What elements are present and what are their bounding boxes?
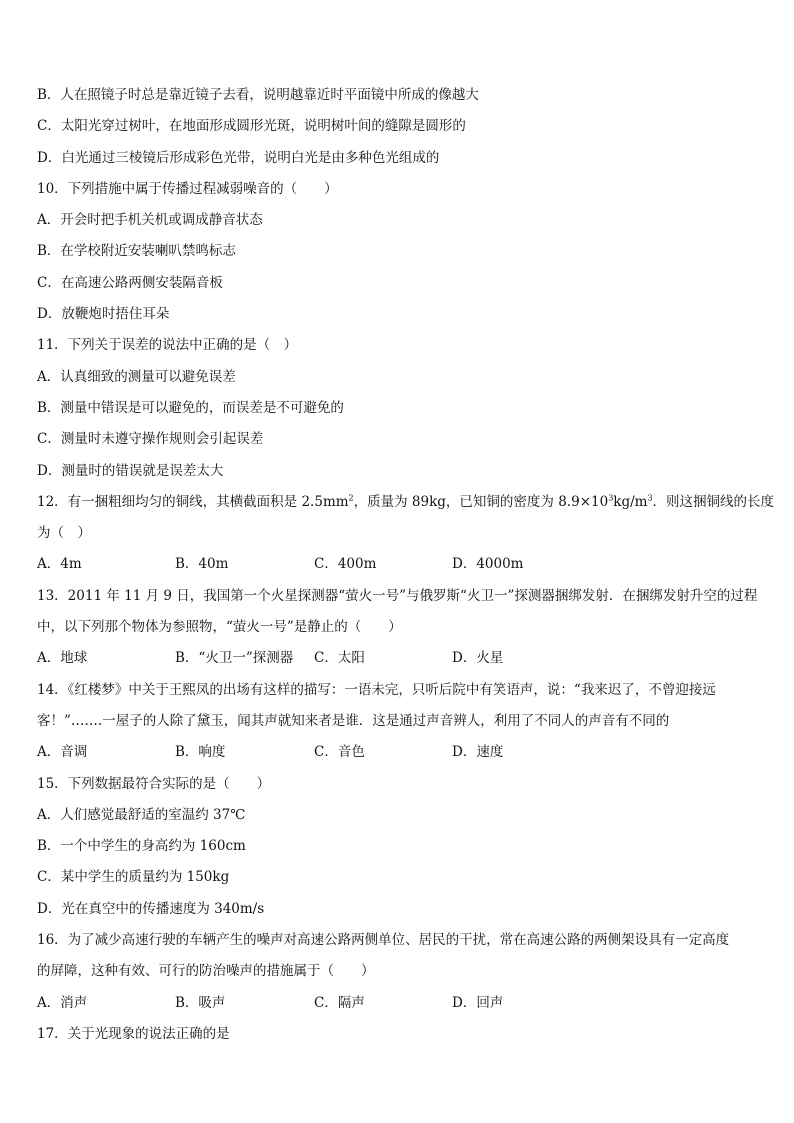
q15-option-c: C．某中学生的质量约为 150kg: [37, 869, 230, 886]
q16-option-c: C．隔声: [314, 994, 365, 1011]
q14-option-c: C．音色: [314, 744, 365, 761]
q13-option-a: A．地球: [37, 650, 88, 667]
q14-options: [37, 737, 762, 768]
q15-option-d: D．光在真空中的传播速度为 340m/s: [37, 900, 265, 917]
q12-superscript-2: 3: [608, 493, 614, 503]
question-16-stem: 16．为了减少高速行驶的车辆产生的噪声对高速公路两侧单位、居民的干扰，常在高速公路的两侧架设具有一定高度: [37, 932, 730, 949]
q9-option-b: B．人在照镜子时总是靠近镜子去看，说明越靠近时平面镜中所成的像越大: [37, 87, 479, 103]
q12-superscript-3: 3: [647, 493, 653, 503]
q14-option-d: D．速度: [452, 744, 504, 761]
q11-option-a: A．认真细致的测量可以避免误差: [37, 368, 236, 385]
q15-option-b: B．一个中学生的身高约为 160cm: [37, 838, 246, 855]
q9-option-c: C．太阳光穿过树叶，在地面形成圆形光斑，说明树叶间的缝隙是圆形的: [37, 118, 466, 135]
q12-text-d: ．则这捆铜线的长度: [652, 493, 775, 510]
q13-options: [37, 643, 762, 674]
q10-option-d: D．放鞭炮时捂住耳朵: [37, 306, 170, 323]
q9-option-d: D．白光通过三棱镜后形成彩色光带，说明白光是由多种色光组成的: [37, 149, 440, 166]
q12-option-a: A．4m: [37, 556, 82, 573]
q16-option-b: B．吸声: [175, 994, 226, 1011]
q10-option-a: A．开会时把手机关机或调成静音状态: [37, 212, 263, 229]
q14-option-b: B．响度: [175, 744, 226, 761]
question-17-stem: 17．关于光现象的说法正确的是: [37, 1025, 230, 1042]
q12-options: [37, 549, 762, 580]
q13-option-c: C．太阳: [314, 650, 365, 667]
q12-text-a: 12．有一捆粗细均匀的铜线，其横截面积是 2.5mm: [37, 493, 349, 510]
question-16-stem-cont: 的屏障，这种有效、可行的防治噪声的措施属于（ ）: [37, 963, 375, 980]
question-12-stem: [37, 487, 775, 518]
q16-option-d: D．回声: [452, 994, 504, 1011]
q13-option-b: B．“火卫一”探测器: [175, 650, 294, 667]
question-14-stem: 14．《红楼梦》中关于王熙凤的出场有这样的描写：一语未完，只听后院中有笑语声，说：“我来迟了，不曾迎接远: [37, 681, 716, 698]
q11-option-d: D．测量时的错误就是误差太大: [37, 462, 224, 479]
q10-option-c: C．在高速公路两侧安装隔音板: [37, 274, 223, 291]
q12-text-b: ，质量为 89kg，已知铜的密度为 8.9×10: [353, 493, 609, 510]
question-12-stem-cont: 为（ ）: [37, 525, 91, 542]
q13-option-d: D．火星: [452, 650, 504, 667]
q15-option-a: A．人们感觉最舒适的室温约 37℃: [37, 806, 246, 823]
question-11-stem: 11．下列关于误差的说法中正确的是（ ）: [37, 337, 298, 354]
q11-option-b: B．测量中错误是可以避免的，而误差是不可避免的: [37, 399, 344, 416]
q11-option-c: C．测量时未遵守操作规则会引起误差: [37, 431, 264, 448]
q12-option-c: C．400m: [314, 556, 377, 573]
question-15-stem: 15．下列数据最符合实际的是（ ）: [37, 775, 271, 792]
q12-option-d: D．4000m: [452, 556, 524, 573]
q12-text-c: kg/m: [613, 493, 648, 510]
question-13-stem-cont: 中，以下列那个物体为参照物，“萤火一号”是静止的（ ）: [37, 619, 402, 636]
q12-superscript-1: 2: [348, 493, 354, 503]
q16-option-a: A．消声: [37, 994, 88, 1011]
question-13-stem: 13．2011 年 11 月 9 日，我国第一个火星探测器“萤火一号”与俄罗斯“火卫一”探测器捆绑发射．在捆绑发射升空的过程: [37, 587, 758, 604]
question-14-stem-cont: 客！”…….一屋子的人除了黛玉，闻其声就知来者是谁．这是通过声音辨人，利用了不同人的声音有不同的: [37, 712, 670, 729]
q14-option-a: A．音调: [37, 744, 88, 761]
question-10-stem: 10．下列措施中属于传播过程减弱噪音的（ ）: [37, 180, 338, 197]
q16-options: [37, 988, 762, 1019]
q10-option-b: B．在学校附近安装喇叭禁鸣标志: [37, 243, 236, 260]
exam-page: [37, 80, 775, 1050]
q12-option-b: B．40m: [175, 556, 229, 573]
